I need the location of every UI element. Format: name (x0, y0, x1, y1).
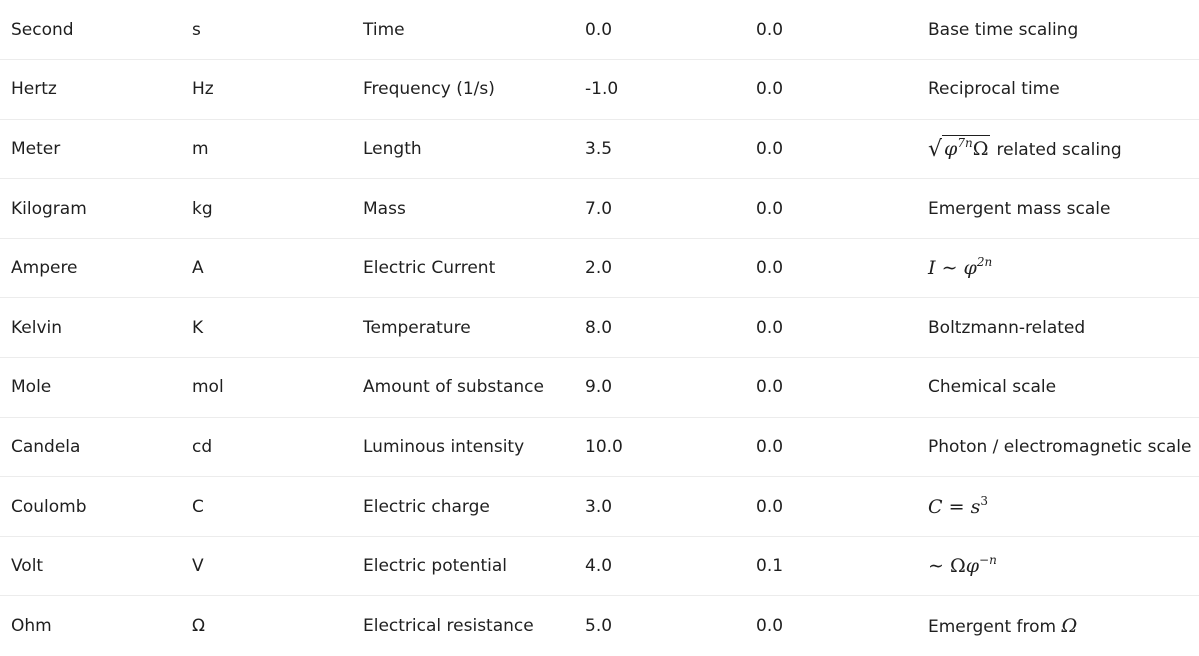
math-base: φ (965, 555, 980, 578)
potential-expression (928, 555, 997, 577)
quantity-cell: Amount of substance (363, 377, 544, 398)
unit-name-cell: Hertz (11, 79, 57, 100)
quantity-cell: Temperature (363, 317, 471, 338)
value-1-cell: 2.0 (585, 258, 613, 279)
value-2-cell: 0.0 (756, 19, 784, 40)
notes-cell (917, 596, 1199, 656)
math-exponent: 3 (980, 493, 988, 508)
table-row (0, 238, 1199, 298)
quantity-cell: Frequency (1/s) (363, 79, 495, 100)
math-exponent: −n (979, 553, 997, 568)
quantity-cell: Luminous intensity (363, 436, 525, 457)
unit-name-cell: Meter (11, 138, 61, 159)
quantity-cell: Electric potential (363, 556, 508, 577)
notes-cell: Boltzmann-related (928, 317, 1086, 338)
unit-name-cell: Kilogram (11, 198, 87, 219)
unit-name-cell: Second (11, 19, 74, 40)
radicand-exponent: 7n (957, 135, 973, 150)
quantity-cell: Mass (363, 198, 406, 219)
value-1-cell: 8.0 (585, 317, 613, 338)
math-operator: ∼ (941, 257, 958, 280)
notes-cell: Emergent mass scale (928, 198, 1111, 219)
math-exponent: 2n (976, 255, 993, 270)
value-2-cell: 0.1 (756, 556, 784, 577)
math-base: φ (963, 257, 977, 280)
value-1-cell: 3.5 (585, 138, 613, 159)
value-1-cell: 0.0 (585, 19, 613, 40)
notes-cell: Reciprocal time (928, 79, 1060, 100)
value-1-cell: 7.0 (585, 198, 613, 219)
notes-cell: Base time scaling (928, 19, 1079, 40)
value-2-cell: 0.0 (756, 615, 784, 636)
math-prefix: Ω (949, 555, 966, 578)
table-row (0, 596, 1199, 656)
value-2-cell: 0.0 (756, 138, 784, 159)
notes-cell (917, 119, 1199, 179)
sqrt-expression (928, 135, 997, 162)
value-1-cell: -1.0 (585, 79, 619, 100)
notes-cell: Photon / electromagnetic scale (928, 436, 1192, 457)
unit-name-cell: Mole (11, 377, 52, 398)
notes-cell: Chemical scale (928, 377, 1057, 398)
unit-symbol-cell: C (192, 496, 204, 517)
value-2-cell: 0.0 (756, 317, 784, 338)
unit-symbol-cell: kg (192, 198, 213, 219)
notes-cell (917, 238, 1199, 298)
table-row (0, 417, 1199, 477)
value-1-cell: 10.0 (585, 436, 623, 457)
notes-text: Emergent from (928, 616, 1057, 637)
table-row (0, 119, 1199, 179)
notes-cell (917, 477, 1199, 537)
radical-sign: √ (928, 136, 943, 162)
unit-symbol-cell: m (192, 138, 209, 159)
unit-symbol-cell: K (192, 317, 204, 338)
table-row (0, 179, 1199, 239)
unit-symbol-cell: V (192, 556, 204, 577)
quantity-cell: Length (363, 138, 422, 159)
omega-symbol: Ω (1061, 614, 1078, 637)
unit-symbol-cell: s (192, 19, 201, 40)
value-1-cell: 5.0 (585, 615, 613, 636)
square-root (928, 135, 990, 162)
value-1-cell: 9.0 (585, 377, 613, 398)
unit-symbol-cell: mol (192, 377, 224, 398)
unit-name-cell: Candela (11, 436, 81, 457)
table-row (0, 358, 1199, 418)
value-1-cell: 4.0 (585, 556, 613, 577)
value-2-cell: 0.0 (756, 258, 784, 279)
unit-symbol-cell: Hz (192, 79, 214, 100)
notes-cell (917, 536, 1199, 596)
value-2-cell: 0.0 (756, 377, 784, 398)
unit-name-cell: Ohm (11, 615, 52, 636)
table-row (0, 298, 1199, 358)
value-2-cell: 0.0 (756, 198, 784, 219)
math-base: s (970, 495, 981, 518)
math-lhs: I (928, 257, 936, 280)
unit-name-cell: Coulomb (11, 496, 87, 517)
table-row (0, 536, 1199, 596)
current-expression (928, 257, 992, 279)
value-2-cell: 0.0 (756, 496, 784, 517)
charge-expression (928, 493, 988, 518)
table-row (0, 60, 1199, 120)
value-1-cell: 3.0 (585, 496, 613, 517)
table-row (0, 0, 1199, 60)
radicand (942, 135, 990, 160)
math-operator: ∼ (928, 555, 944, 578)
math-lhs: C (928, 495, 943, 518)
quantity-cell: Time (363, 19, 405, 40)
quantity-cell: Electric Current (363, 258, 496, 279)
value-2-cell: 0.0 (756, 79, 784, 100)
quantity-cell: Electric charge (363, 496, 490, 517)
unit-name-cell: Volt (11, 556, 44, 577)
unit-symbol-cell: A (192, 258, 204, 279)
radicand-tail: Ω (972, 137, 989, 160)
unit-symbol-cell: cd (192, 436, 213, 457)
math-operator: = (948, 495, 965, 518)
value-2-cell: 0.0 (756, 436, 784, 457)
notes-text: related scaling (996, 139, 1122, 160)
unit-name-cell: Ampere (11, 258, 78, 279)
radicand-base: φ (944, 137, 958, 160)
unit-symbol-cell: Ω (192, 615, 205, 636)
unit-name-cell: Kelvin (11, 317, 63, 338)
table-row (0, 477, 1199, 537)
quantity-cell: Electrical resistance (363, 615, 534, 636)
